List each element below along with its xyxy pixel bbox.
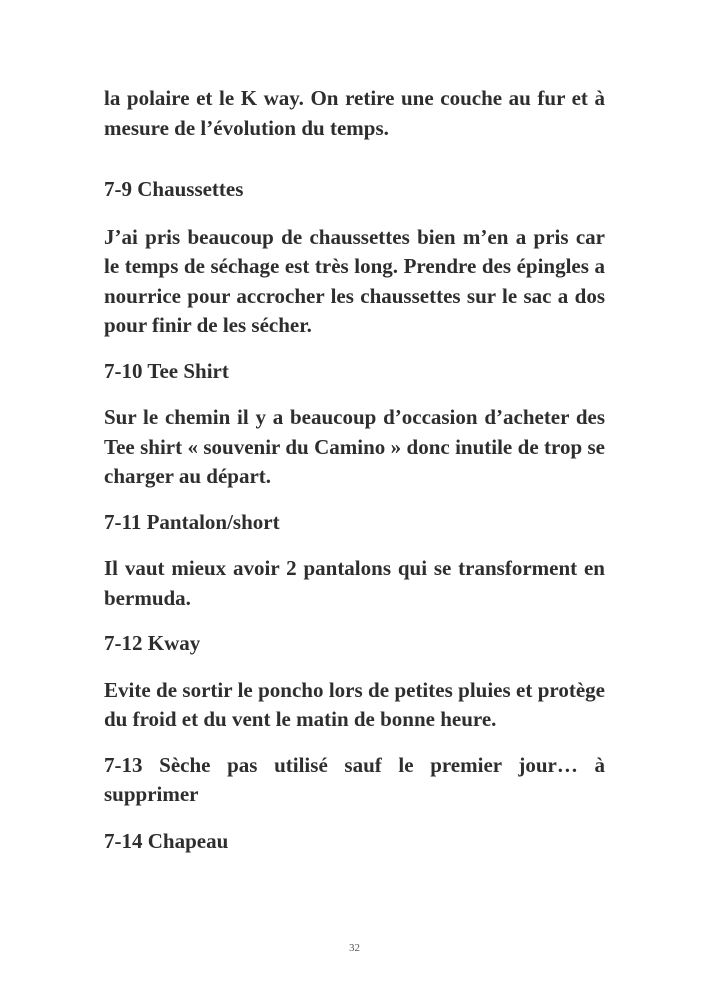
section-body-tee-shirt: Sur le chemin il y a beaucoup d’occasion d’acheter des Tee shirt « souvenir du Camino » donc inutile de trop se charger au départ. <box>104 405 605 488</box>
section-body-pantalon: Il vaut mieux avoir 2 pantalons qui se transforment en bermuda. <box>104 556 605 610</box>
section-heading-kway: 7-12 Kway <box>104 631 201 655</box>
intro-paragraph: la polaire et le K way. On retire une couche au fur et à mesure de l’évolution du temps. <box>104 86 605 140</box>
section-heading-chaussettes: 7-9 Chaussettes <box>104 177 244 201</box>
page-number: 32 <box>349 942 360 954</box>
section-heading-tee-shirt: 7-10 Tee Shirt <box>104 358 229 383</box>
section-body-kway: Evite de sortir le poncho lors de petites pluies et protège du froid et du vent le matin de bonne heure. <box>104 677 605 731</box>
section-body-chaussettes: J’ai pris beaucoup de chaussettes bien m’en a pris car le temps de séchage est très long. Prendre des épingles a nourrice pour accrocher les chaussettes sur le sac a dos pour finir de les sécher. <box>104 224 605 337</box>
page-content <box>104 84 605 856</box>
section-heading-seche: 7-13 Sèche pas utilisé sauf le premier jour… à supprimer <box>104 752 605 806</box>
section-heading-pantalon: 7-11 Pantalon/short <box>104 509 280 534</box>
section-heading-chapeau: 7-14 Chapeau <box>104 828 229 853</box>
